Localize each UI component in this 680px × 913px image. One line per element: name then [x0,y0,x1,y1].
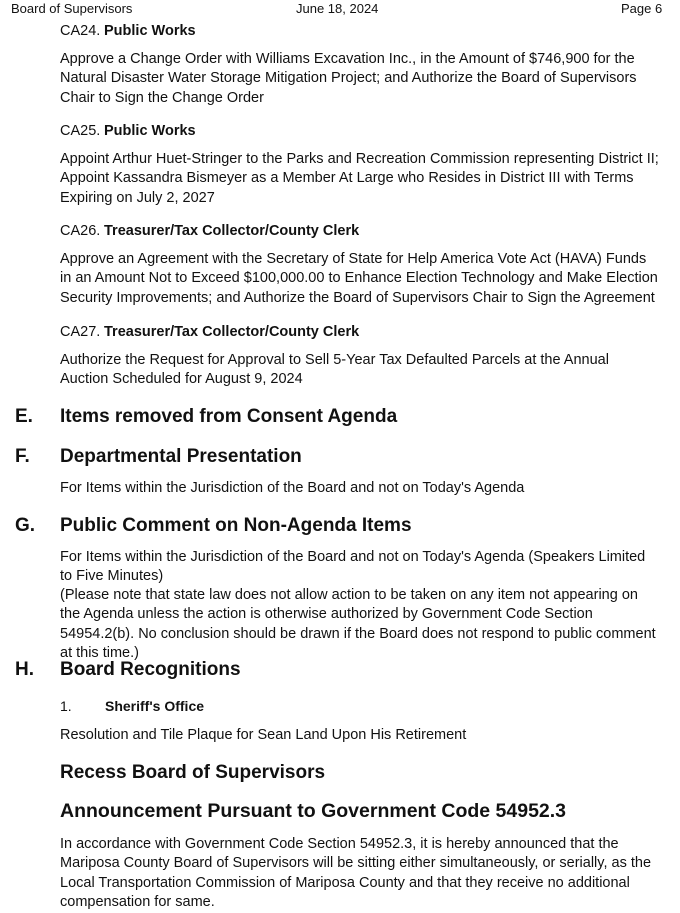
consent-item-description: Approve a Change Order with Williams Excavation Inc., in the Amount of $746,900 for the Natural Disaster Water Storage Mitigation Project; and Authorize the Board of Supervisors Chair to Sign the Change Order [60,51,637,106]
header-date: June 18, 2024 [296,1,379,16]
consent-item-heading [60,323,359,341]
section-letter: G. [15,515,36,536]
consent-item-heading [60,122,196,140]
consent-item-department: Treasurer/Tax Collector/County Clerk [104,223,360,239]
header-left: Board of Supervisors [11,1,133,16]
consent-item-department: Public Works [104,123,196,139]
section-letter: E. [15,406,33,427]
recognition-item-body: Resolution and Tile Plaque for Sean Land Upon His Retirement [60,727,467,743]
consent-item-department: Public Works [104,23,196,39]
section-title: Public Comment on Non-Agenda Items [60,515,412,536]
section-body: For Items within the Jurisdiction of the Board and not on Today's Agenda (Speakers Limited to Five Minutes) [60,549,646,585]
consent-item-description: Appoint Arthur Huet-Stringer to the Parks and Recreation Commission representing District II; Appoint Kassandra Bismeyer as a Member At Large who Resides in District III with Terms Expiring on July 2, 2027 [60,151,659,206]
announcement-body: In accordance with Government Code Section 54952.3, it is hereby announced that the Mariposa County Board of Supervisors will be sitting either simultaneously, or serially, as the Local Transportation Commission of Mariposa County and that they receive no additional compensation for same. [60,836,652,911]
consent-item-heading [60,222,359,240]
section-letter: F. [15,446,30,467]
section-letter: H. [15,659,34,680]
section-title: Board Recognitions [60,659,241,680]
consent-item-code: CA27. [60,324,101,340]
recognition-item-title: Sheriff's Office [105,698,205,714]
announcement-title: Announcement Pursuant to Government Code 54952.3 [60,800,567,822]
consent-item-code: CA25. [60,123,101,139]
section-note: (Please note that state law does not allow action to be taken on any item not appearing on the Agenda unless the action is otherwise authorized by Government Code Section 54954.2(b). No conclusion should be drawn if the Board does not respond to public comment at this time.) [60,587,656,662]
section-title: Items removed from Consent Agenda [60,406,398,427]
consent-item-heading [60,22,196,40]
consent-item-description: Authorize the Request for Approval to Sell 5-Year Tax Defaulted Parcels at the Annual Auction Scheduled for August 9, 2024 [60,352,609,388]
consent-item-description: Approve an Agreement with the Secretary of State for Help America Vote Act (HAVA) Funds in an Amount Not to Exceed $100,000.00 to Enhance Election Technology and Make Election Security Improvements; and Authorize the Board of Supervisors Chair to Sign the Agreement [60,251,658,306]
section-title: Departmental Presentation [60,446,302,467]
consent-item-code: CA24. [60,23,101,39]
consent-item-code: CA26. [60,223,101,239]
consent-item-department: Treasurer/Tax Collector/County Clerk [104,324,360,340]
header-page-number: Page 6 [621,1,663,16]
recognition-item-number: 1. [60,698,72,714]
recess-title: Recess Board of Supervisors [60,762,326,783]
section-body: For Items within the Jurisdiction of the Board and not on Today's Agenda [60,480,525,496]
